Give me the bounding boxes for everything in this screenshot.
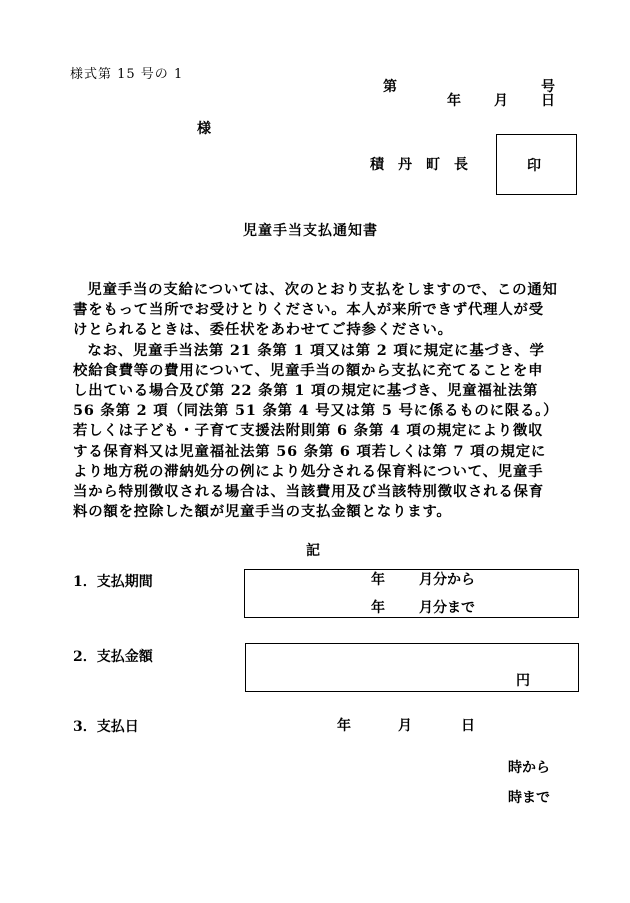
document-title: 児童手当支払通知書 xyxy=(243,223,378,239)
payment-date-label: 3．支払日 xyxy=(73,719,139,735)
document-number-prefix: 第 xyxy=(383,79,397,95)
notice-paragraph-1: 児童手当の支給については、次のとおり支払をしますので、この通知書をもって当所でお受けとりください。本人が来所できず代理人が受けとられるときは、委任状をあわせてご持参ください。 xyxy=(73,281,558,339)
issuer-mayor: 積丹町長 xyxy=(370,157,482,173)
period-from-year: 年 xyxy=(371,572,385,588)
period-to-label: 月分まで xyxy=(419,600,475,616)
payment-date-day: 日 xyxy=(461,718,475,734)
ki-heading: 記 xyxy=(306,543,320,559)
document-number-suffix: 号 xyxy=(541,79,555,95)
period-to-year: 年 xyxy=(371,600,385,616)
payment-period-box xyxy=(244,569,579,618)
payment-time-to: 時まで xyxy=(508,790,550,806)
amount-unit: 円 xyxy=(516,673,530,689)
seal-label: 印 xyxy=(527,158,541,174)
notice-paragraph-2: なお、児童手当法第 21 条第 1 項又は第 2 項に規定に基づき、学校給食費等の費用について、児童手当の額から支払に充てることを申し出ている場合及び第 22 条第 1 項の規定に基づき、児童福祉法第 56 条第 2 項（同法第 51 条第 4 号又は第 5 号に係るものに限る。）若しくは子ども・子育て支援法附則第 6 条第 4 項の規定により徴収する保育料又は児童福祉法第 56 条第 6 項若しくは第 7 項の規定により地方税の滞納処分の例により処分される保育料について、児童手当から特別徴収される場合は、当該費用及び当該特別徴収される保育料の額を控除した額が児童手当の支払金額となります。 xyxy=(73,341,552,521)
form-number: 様式第 15 号の 1 xyxy=(70,67,184,82)
payment-time-from: 時から xyxy=(508,760,550,776)
payment-date-year: 年 xyxy=(337,718,351,734)
payment-date-month: 月 xyxy=(398,718,412,734)
addressee-suffix: 様 xyxy=(197,121,211,137)
notice-body xyxy=(73,280,558,522)
issue-day-label: 日 xyxy=(541,93,555,109)
issue-month-label: 月 xyxy=(494,93,508,109)
issue-year-label: 年 xyxy=(447,93,461,109)
period-from-label: 月分から xyxy=(419,572,475,588)
payment-amount-label: 2．支払金額 xyxy=(73,649,153,665)
payment-period-label: 1．支払期間 xyxy=(73,574,153,590)
